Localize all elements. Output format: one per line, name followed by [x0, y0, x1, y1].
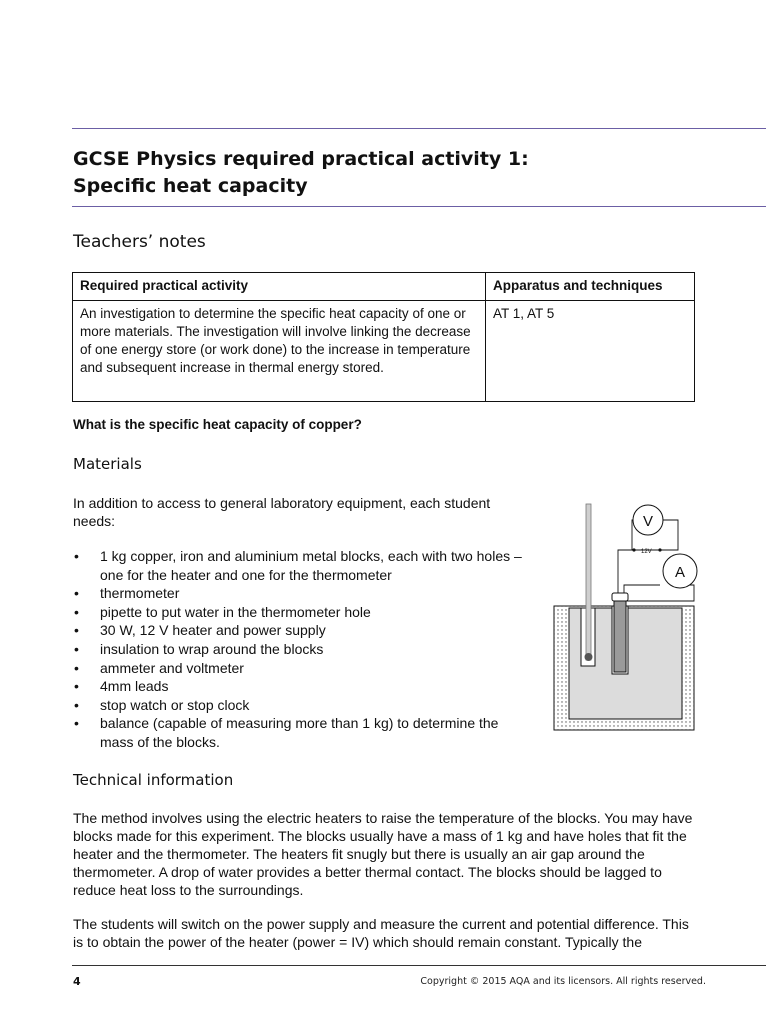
table-header-activity: Required practical activity	[73, 273, 486, 301]
voltmeter-label: V	[642, 513, 654, 530]
list-item: • 4mm leads	[73, 677, 523, 696]
materials-intro: In addition to access to general laboratory equipment, each student needs:	[73, 495, 491, 529]
technical-paragraph-2: The students will switch on the power supply and measure the current and potential difference. This is to obtain the power of the heater (power = IV) which should remain constant. Typically the	[73, 916, 689, 950]
list-item: • 30 W, 12 V heater and power supply	[73, 621, 523, 640]
practical-activity-table	[72, 272, 695, 402]
thermometer	[586, 504, 591, 660]
circuit-wire	[624, 585, 660, 593]
ammeter-label: A	[674, 564, 686, 581]
copyright-notice: Copyright © 2015 AQA and its licensors. All rights reserved.	[420, 976, 706, 987]
list-item: • thermometer	[73, 584, 523, 603]
title-bottom-rule	[72, 206, 766, 207]
supply-terminal-dot	[632, 548, 635, 551]
list-item: • 1 kg copper, iron and aluminium metal blocks, each with two holes – one for the heater and one for the thermometer	[73, 547, 523, 584]
heater-cap	[612, 593, 628, 601]
footer-rule	[72, 965, 766, 966]
list-item: • insulation to wrap around the blocks	[73, 640, 523, 659]
technical-paragraph-1: The method involves using the electric heaters to raise the temperature of the blocks. You may have blocks made for this experiment. The blocks usually have a mass of 1 kg and have holes that fit the heater and the thermometer. The heaters fit snugly but there is usually an air gap around the thermometer. A drop of water provides a better thermal contact. The blocks should be lagged to reduce heat loss to the surroundings.	[73, 810, 693, 898]
heater	[614, 600, 626, 672]
materials-list	[73, 547, 523, 752]
page-title	[73, 146, 529, 200]
table-row	[73, 301, 695, 402]
thermometer-bulb	[585, 653, 593, 661]
title-line-1: GCSE Physics required practical activity 1:	[73, 148, 529, 170]
list-item: • pipette to put water in the thermometer hole	[73, 603, 523, 622]
question-text: What is the specific heat capacity of copper?	[73, 417, 362, 432]
supply-label: 12V	[641, 549, 652, 555]
apparatus-diagram	[548, 500, 698, 736]
list-item: • balance (capable of measuring more than 1 kg) to determine the mass of the blocks.	[73, 714, 523, 751]
materials-heading: Materials	[73, 455, 142, 473]
table-header-apparatus: Apparatus and techniques	[486, 273, 695, 301]
title-line-2: Specific heat capacity	[73, 175, 308, 197]
technical-heading: Technical information	[73, 771, 234, 789]
top-rule	[72, 128, 766, 129]
page-number: 4	[73, 975, 81, 988]
supply-terminal-dot	[658, 548, 661, 551]
list-item: • stop watch or stop clock	[73, 696, 523, 715]
teachers-notes-heading: Teachers’ notes	[73, 232, 206, 252]
table-cell-apparatus: AT 1, AT 5	[486, 301, 695, 402]
list-item: • ammeter and voltmeter	[73, 659, 523, 678]
table-header-row	[73, 273, 695, 301]
table-cell-activity: An investigation to determine the specific heat capacity of one or more materials. The investigation will involve linking the decrease of one energy store (or work done) to the increase in temperature and subsequent increase in thermal energy stored.	[73, 301, 486, 402]
